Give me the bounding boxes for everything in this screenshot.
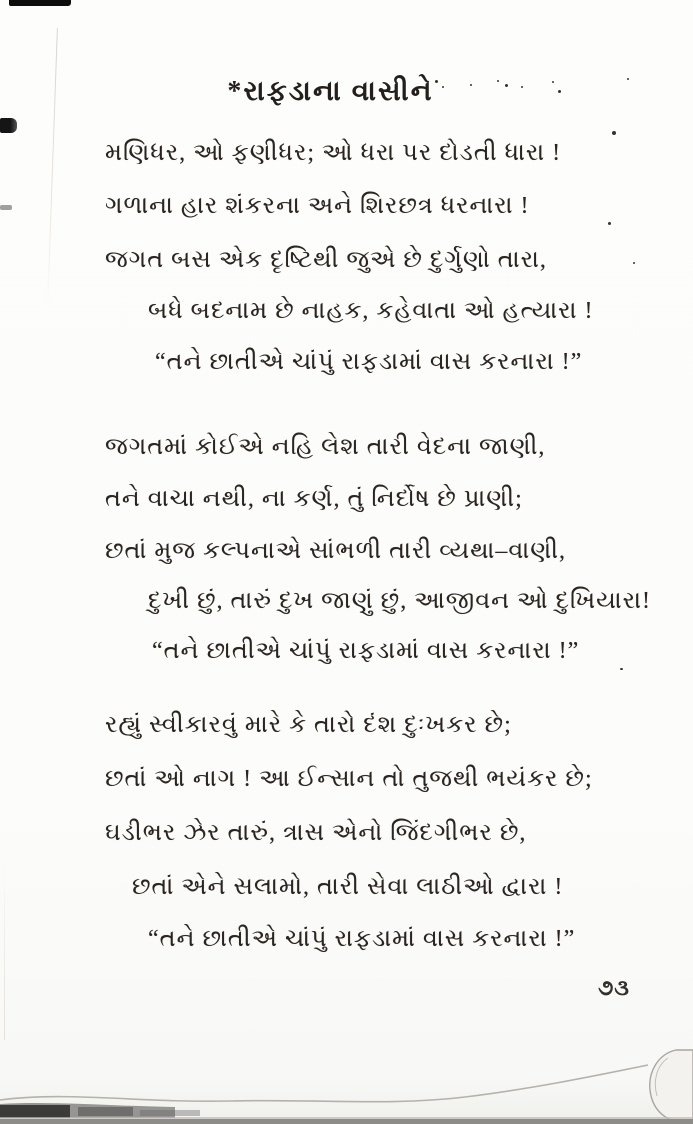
scan-artifact-bottom-edge: [0, 1044, 693, 1124]
ink-speck: [470, 84, 472, 86]
poem-refrain-line: “તને છાતીએ ચાંપું રાફડામાં વાસ કરનારા !”: [155, 349, 583, 375]
ink-speck: [552, 81, 554, 83]
ink-speck: [497, 80, 499, 82]
poem-title: *રાફડાના વાસીને: [227, 76, 434, 107]
poem-line: છતાં મુજ કલ્પનાએ સાંભળી તારી વ્યથા–વાણી,: [105, 538, 567, 564]
ink-speck: [620, 668, 623, 670]
poem-line: ગળાના હાર શંકરના અને શિરછત્ર ધરનારા !: [105, 193, 530, 219]
scan-artifact-crease-line-lower: [4, 860, 5, 1040]
ink-speck: [612, 131, 616, 135]
ink-speck: [627, 78, 629, 80]
poem-line: ઘડીભર ઝેર તારું, ત્રાસ એનો જિંદગીભર છે,: [105, 820, 527, 846]
ink-speck: [558, 90, 561, 93]
scan-artifact-crease-line: [47, 28, 58, 308]
poem-line: દુખી છું, તારું દુખ જાણું છું, આજીવન ઓ દુખિયારા!: [148, 588, 651, 614]
scan-artifact-left-binding-mark: [0, 118, 17, 133]
scan-artifact-left-small-mark: [0, 205, 12, 210]
poem-refrain-line: “તને છાતીએ ચાંપું રાફડામાં વાસ કરનારા !”: [148, 926, 576, 952]
ink-speck: [505, 84, 508, 87]
ink-speck: [442, 86, 444, 88]
poem-line: રહ્યું સ્વીકારવું મારે કે તારો દંશ દુઃખકર છે;: [105, 712, 512, 738]
poem-line: તને વાચા નથી, ના કર્ણ, તું નિર્દોષ છે પ્રાણી;: [105, 486, 523, 512]
poem-line: જગતમાં કોઈએ નહિ લેશ તારી વેદના જાણી,: [105, 434, 546, 460]
poem-line: છતાં ઓ નાગ ! આ ઈન્સાન તો તુજથી ભયંકર છે;: [105, 766, 593, 792]
ink-speck: [608, 222, 611, 225]
ink-speck: [435, 80, 438, 83]
poem-refrain-line: “તને છાતીએ ચાંપું રાફડામાં વાસ કરનારા !”: [152, 638, 580, 664]
ink-speck: [633, 262, 635, 264]
page-number: ૭૩: [598, 975, 630, 1000]
poem-line: જગત બસ એક દૃષ્ટિથી જુએ છે દુર્ગુણો તારા,: [105, 247, 547, 273]
scan-artifact-top-binding-mark: [9, 0, 71, 6]
ink-speck: [521, 86, 523, 88]
poem-line: છતાં એને સલામો, તારી સેવા લાઠીઓ દ્વારા !: [132, 874, 564, 900]
poem-line: મણિધર, ઓ ફણીધર; ઓ ધરા પર દોડતી ધારા !: [105, 140, 562, 166]
poem-line: બધે બદનામ છે નાહક, કહેવાતા ઓ હત્યારા !: [148, 298, 594, 324]
